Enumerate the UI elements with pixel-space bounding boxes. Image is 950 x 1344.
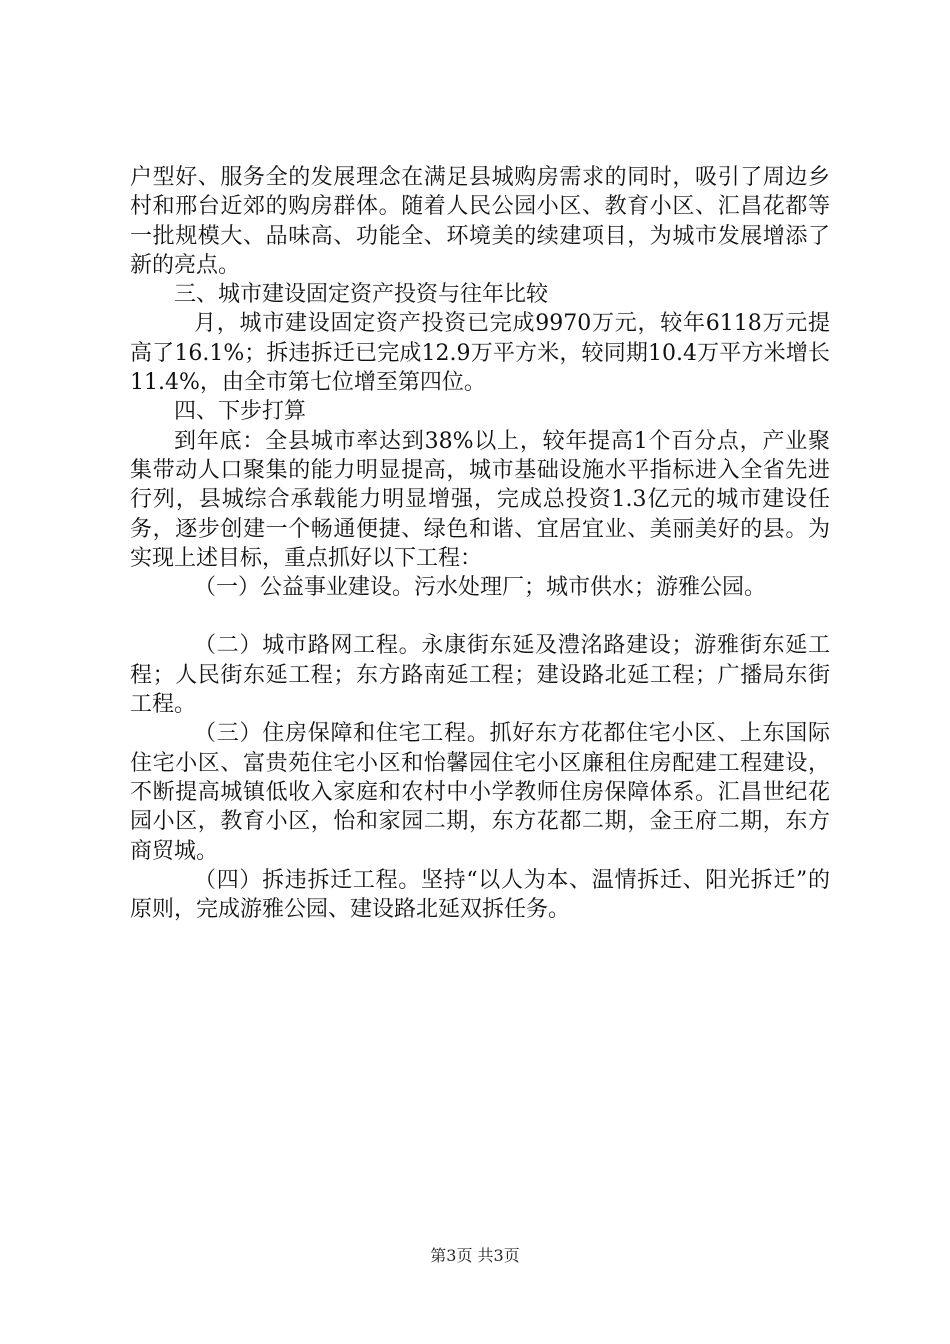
item-demolition: （四）拆违拆迁工程。坚持“以人为本、温情拆迁、阳光拆迁”的原则，完成游雅公园、建设路北延双拆任务。 [130,867,830,923]
paragraph-targets: 到年底：全县城市率达到38%以上，较年提高1个百分点，产业聚集带动人口聚集的能力明显提高，城市基础设施水平指标进入全省先进行列，县城综合承载能力明显增强，完成总投资1.3亿元的城市建设任务，逐步创建一个畅通便捷、绿色和谐、宜居宜业、美丽美好的县。为实现上述目标，重点抓好以下工程： [130,428,830,571]
document-body [130,163,830,924]
page-footer: 第3页 共3页 [430,1246,520,1265]
blank-line [130,602,830,631]
item-public-works: （一）公益事业建设。污水处理厂；城市供水；游雅公园。 [194,575,767,601]
section-heading-next-steps: 四、下步打算 [174,399,307,425]
paragraph-investment: 月，城市建设固定资产投资已完成9970万元，较年6118万元提高了16.1%；拆违拆迁已完成12.9万平方米，较同期10.4万平方米增长11.4%，由全市第七位增至第四位。 [130,311,830,396]
item-road-network: （二）城市路网工程。永康街东延及澧洺路建设；游雅街东延工程；人民街东延工程；东方路南延工程；建设路北延工程；广播局东街工程。 [130,633,830,718]
paragraph-continuation: 户型好、服务全的发展理念在满足县城购房需求的同时，吸引了周边乡村和邢台近郊的购房群体。随着人民公园小区、教育小区、汇昌花都等一批规模大、品味高、功能全、环境美的续建项目，为城市发展增添了新的亮点。 [130,165,830,278]
item-housing: （三）住房保障和住宅工程。抓好东方花都住宅小区、上东国际住宅小区、富贵苑住宅小区和怡馨园住宅小区廉租住房配建工程建设，不断提高城镇低收入家庭和农村中小学教师住房保障体系。汇昌世纪花园小区，教育小区，怡和家园二期，东方花都二期，金王府二期，东方商贸城。 [130,721,830,864]
section-heading-investment: 三、城市建设固定资产投资与往年比较 [174,282,549,308]
